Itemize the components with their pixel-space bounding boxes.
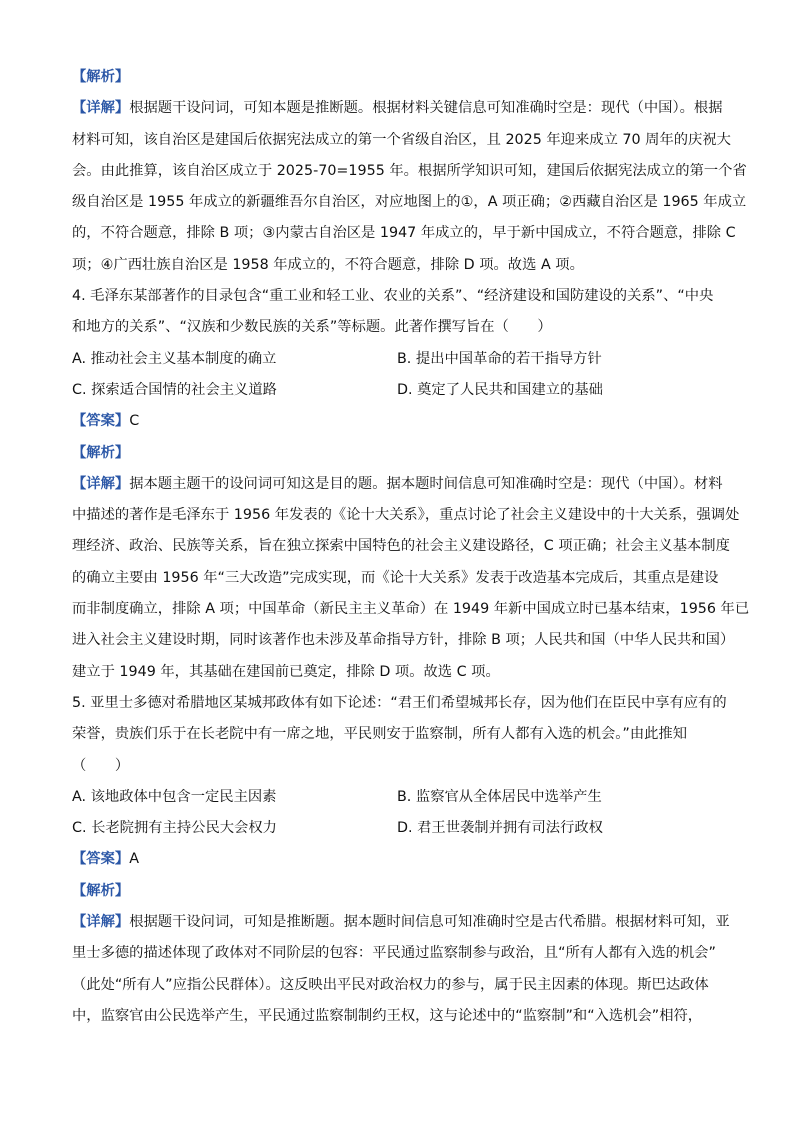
q4-stem: 和地方的关系”、“汉族和少数民族的关系”等标题。此著作撰写旨在（ ） xyxy=(72,319,552,336)
q4-detail-line: 进入社会主义建设时期，同时该著作也未涉及革命指导方针，排除 B 项；人民共和国（中华人民共和国） xyxy=(72,632,735,649)
q4-option-a: A. 推动社会主义基本制度的确立 xyxy=(72,350,277,367)
q5-detail-line: 中，监察官由公民选举产生，平民通过监察制制约王权，这与论述中的“监察制”和“入选机会”相符， xyxy=(72,1007,703,1024)
q5-detail-line: 【详解】根据题干设问词，可知是推断题。据本题时间信息可知准确时空是古代希腊。根据材料可知，亚 xyxy=(72,914,730,931)
q5-answer: 【答案】A xyxy=(72,851,139,868)
q3-detail-line: 材料可知，该自治区是建国后依据宪法成立的第一个省级自治区，且 2025 年迎来成立 70 周年的庆祝大 xyxy=(72,131,731,148)
q3-detail-line: 级自治区是 1955 年成立的新疆维吾尔自治区，对应地图上的①，A 项正确；②西藏自治区是 1965 年成立 xyxy=(72,194,747,211)
q5-option-d: D. 君王世袭制并拥有司法行政权 xyxy=(397,820,603,837)
q4-option-d: D. 奠定了人民共和国建立的基础 xyxy=(397,381,603,398)
q5-option-b: B. 监察官从全体居民中选举产生 xyxy=(397,788,602,805)
q5-options-row xyxy=(72,782,722,813)
q4-option-c: C. 探索适合国情的社会主义道路 xyxy=(72,381,277,398)
q3-detail-line: 会。由此推算，该自治区成立于 2025-70=1955 年。根据所学知识可知，建国后依据宪法成立的第一个省 xyxy=(72,162,747,179)
q5-detail-line: 里士多德的描述体现了政体对不同阶层的包容：平民通过监察制参与政治，且“所有人都有入选的机会” xyxy=(72,945,716,962)
q4-detail-line: 理经济、政治、民族等关系，旨在独立探索中国特色的社会主义建设路径，C 项正确；社会主义基本制度 xyxy=(72,538,730,555)
q5-stem: （ ） xyxy=(72,757,130,774)
q5-stem: 荣誉，贵族们乐于在长老院中有一席之地，平民则安于监察制，所有人都有入选的机会。”由此推知 xyxy=(72,726,688,743)
q5-options-row xyxy=(72,813,722,844)
document-page xyxy=(72,62,750,1032)
q4-analysis-heading: 【解析】 xyxy=(72,444,130,461)
q3-detail-line: 的，不符合题意，排除 B 项；③内蒙古自治区是 1947 年成立的，早于新中国成立，不符合题意，排除 C xyxy=(72,225,736,242)
q4-answer: 【答案】C xyxy=(72,413,140,430)
q4-detail-line: 而非制度确立，排除 A 项；中国革命（新民主主义革命）在 1949 年新中国成立时已基本结束，1956 年已 xyxy=(72,601,750,618)
q3-detail-line: 项；④广西壮族自治区是 1958 年成立的，不符合题意，排除 D 项。故选 A 项。 xyxy=(72,256,584,273)
q5-stem: 5. 亚里士多德对希腊地区某城邦政体有如下论述：“君王们希望城邦长存，因为他们在臣民中享有应有的 xyxy=(72,694,727,711)
q4-options-row xyxy=(72,375,722,406)
q3-detail-line: 【详解】根据题干设问词，可知本题是推断题。根据材料关键信息可知准确时空是：现代（中国）。根据 xyxy=(72,100,723,117)
q4-detail-line: 的确立主要由 1956 年“三大改造”完成实现，而《论十大关系》发表于改造基本完成后，其重点是建设 xyxy=(72,569,719,586)
q4-stem: 4. 毛泽东某部著作的目录包含“重工业和轻工业、农业的关系”、“经济建设和国防建设的关系”、“中央 xyxy=(72,288,714,305)
q4-detail-line: 【详解】据本题主题干的设问词可知这是目的题。据本题时间信息可知准确时空是：现代（中国）。材料 xyxy=(72,475,723,492)
q5-option-c: C. 长老院拥有主持公民大会权力 xyxy=(72,820,277,837)
q5-detail-line: （此处“所有人”应指公民群体）。这反映出平民对政治权力的参与，属于民主因素的体现。斯巴达政体 xyxy=(72,976,709,993)
q3-analysis-heading: 【解析】 xyxy=(72,69,130,85)
q4-detail-line: 建立于 1949 年，其基础在建国前已奠定，排除 D 项。故选 C 项。 xyxy=(72,663,500,680)
q4-detail-line: 中描述的著作是毛泽东于 1956 年发表的《论十大关系》，重点讨论了社会主义建设中的十大关系，强调处 xyxy=(72,507,740,524)
q5-analysis-heading: 【解析】 xyxy=(72,882,130,899)
q5-option-a: A. 该地政体中包含一定民主因素 xyxy=(72,788,277,805)
q4-option-b: B. 提出中国革命的若干指导方针 xyxy=(397,350,602,367)
q4-options-row xyxy=(72,344,722,375)
